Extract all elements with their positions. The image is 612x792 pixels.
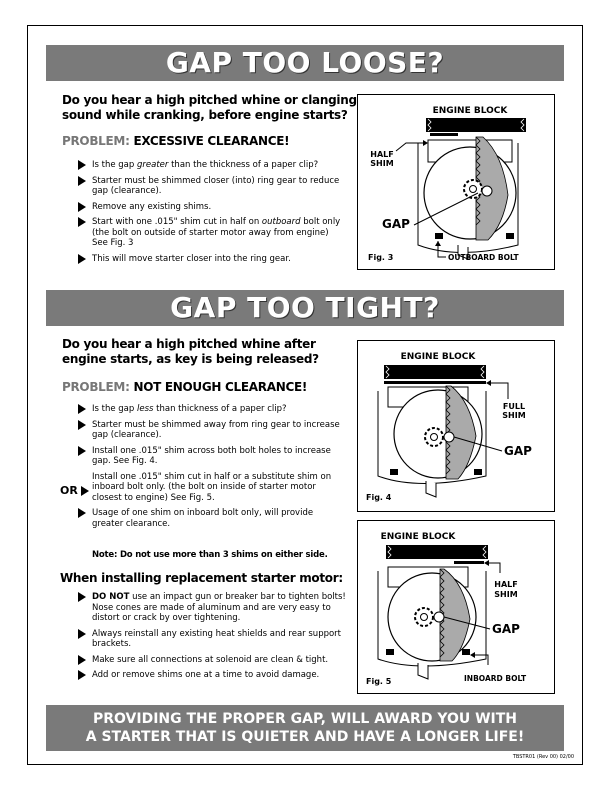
- shim-label-1: HALF: [494, 580, 518, 589]
- bullet-triangle-icon: [78, 176, 86, 186]
- document-code: TBSTR01 (Rev 00) 02/00: [512, 754, 574, 760]
- bullet-triangle-icon: [78, 592, 86, 602]
- gap-label: GAP: [492, 622, 520, 636]
- list-item: This will move starter closer into the ring gear.: [78, 254, 344, 265]
- problem-text: EXCESSIVE CLEARANCE!: [133, 134, 290, 148]
- bullet-triangle-icon: [78, 629, 86, 639]
- footer-banner: [46, 705, 564, 751]
- figure-caption: Fig. 5: [366, 677, 392, 686]
- bullet-triangle-icon: [78, 254, 86, 264]
- bullet-triangle-icon: [81, 486, 89, 496]
- list-item: DO NOT use an impact gun or breaker bar to tighten bolts! Nose cones are made of aluminum and are very easy to distort or crack by over tightening.: [78, 592, 348, 624]
- list-item: Is the gap greater than the thickness of a paper clip?: [78, 160, 344, 171]
- bolt-label: OUTBOARD BOLT: [448, 253, 519, 262]
- section2-title: GAP TOO TIGHT?: [46, 290, 564, 326]
- bullet-triangle-icon: [78, 160, 86, 170]
- bullet-triangle-icon: [78, 202, 86, 212]
- section1-title: GAP TOO LOOSE?: [46, 45, 564, 81]
- install-heading: When installing replacement starter motor:: [60, 571, 343, 585]
- or-marker: OR: [60, 484, 89, 497]
- starter-diagram-fig3: [358, 95, 554, 269]
- section1-question: Do you hear a high pitched whine or clanging sound while cranking, before engine starts?: [62, 93, 357, 122]
- section2-bullets: [78, 404, 344, 534]
- footer-line-2: A STARTER THAT IS QUIETER AND HAVE A LONGER LIFE!: [85, 729, 525, 745]
- gap-label: GAP: [504, 444, 532, 458]
- section2-question: Do you hear a high pitched whine after engine starts, as key is being released?: [62, 337, 319, 366]
- gap-label: GAP: [382, 217, 410, 231]
- list-item: Starter must be shimmed closer (into) ring gear to reduce gap (clearance).: [78, 176, 344, 197]
- figure-5: [357, 520, 555, 694]
- list-item: Make sure all connections at solenoid are clean & tight.: [78, 655, 348, 666]
- shim-label-2: SHIM: [494, 590, 518, 599]
- bolt-label: INBOARD BOLT: [464, 674, 527, 683]
- bullet-triangle-icon: [78, 446, 86, 456]
- shim-note: Note: Do not use more than 3 shims on either side.: [92, 550, 328, 560]
- figure-4: [357, 340, 555, 512]
- figure-caption: Fig. 3: [368, 253, 394, 262]
- section1-bullets: [78, 160, 344, 269]
- footer-line-1: PROVIDING THE PROPER GAP, WILL AWARD YOU WITH: [92, 711, 518, 727]
- list-item: Always reinstall any existing heat shields and rear support brackets.: [78, 629, 348, 650]
- engine-block-label: ENGINE BLOCK: [400, 352, 476, 362]
- shim-label-2: SHIM: [370, 159, 394, 168]
- bullet-triangle-icon: [78, 655, 86, 665]
- problem-label: PROBLEM:: [62, 134, 130, 148]
- figure-3: [357, 94, 555, 270]
- list-item: Is the gap less than thickness of a paper clip?: [78, 404, 344, 415]
- shim-label-2: SHIM: [502, 411, 526, 420]
- bullet-triangle-icon: [78, 508, 86, 518]
- starter-diagram-fig5: [358, 521, 554, 693]
- list-item: Install one .015" shim across both bolt holes to increase gap. See Fig. 4.: [78, 446, 344, 467]
- list-item: Remove any existing shims.: [78, 202, 344, 213]
- list-item: Add or remove shims one at a time to avoid damage.: [78, 670, 348, 681]
- bullet-triangle-icon: [78, 217, 86, 227]
- starter-diagram-fig4: [358, 341, 554, 511]
- problem-label: PROBLEM:: [62, 380, 130, 394]
- section1-problem: [62, 134, 289, 148]
- shim-label-1: FULL: [502, 402, 526, 411]
- shim-label-1: HALF: [370, 150, 394, 159]
- section2-problem: [62, 380, 307, 394]
- bullet-triangle-icon: [78, 420, 86, 430]
- problem-text: NOT ENOUGH CLEARANCE!: [133, 380, 308, 394]
- list-item: Usage of one shim on inboard bolt only, will provide greater clearance.: [78, 508, 344, 529]
- engine-block-label: ENGINE BLOCK: [432, 106, 508, 116]
- list-item: Install one .015" shim cut in half or a substitute shim on inboard bolt only. (the bolt on inside of starter motor closest to engine) See Fig. 5.: [92, 471, 332, 503]
- list-item: Starter must be shimmed away from ring gear to increase gap (clearance).: [78, 420, 344, 441]
- install-bullets: [78, 592, 348, 686]
- bullet-triangle-icon: [78, 404, 86, 414]
- bullet-triangle-icon: [78, 670, 86, 680]
- figure-caption: Fig. 4: [366, 493, 392, 502]
- list-item: Start with one .015" shim cut in half on outboard bolt only (the bolt on outside of starter motor away from engine) See Fig. 3: [78, 217, 344, 249]
- engine-block-label: ENGINE BLOCK: [380, 532, 456, 542]
